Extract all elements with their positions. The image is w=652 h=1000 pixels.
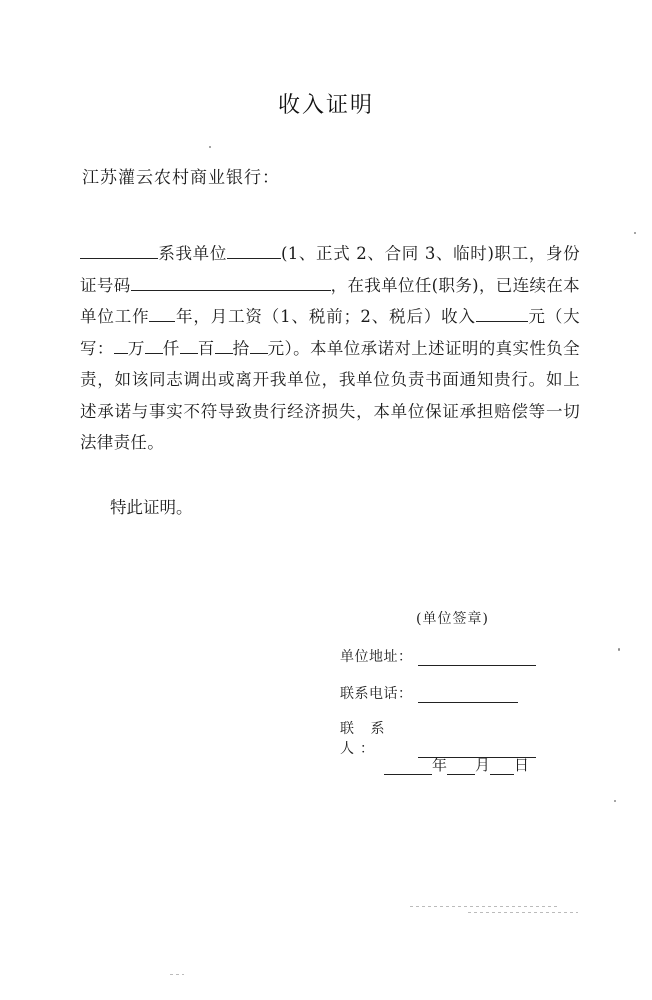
year-blank: [384, 758, 432, 775]
id-number-blank: [131, 272, 331, 291]
contact-label: 联 系 人：: [340, 721, 391, 757]
phone-label: 联系电话：: [340, 686, 413, 702]
month-blank: [447, 758, 475, 775]
closing-text: 特此证明。: [110, 498, 193, 517]
document-title: 收入证明: [277, 93, 374, 118]
certificate-body: [80, 238, 580, 459]
phone-row: [340, 683, 518, 703]
body-seg3: ，在我单位任(职务)，已连续在本单位工作: [80, 275, 580, 326]
scan-speck: [634, 232, 636, 234]
body-seg4: 年，月工资（1、税前；2、税后）收入: [175, 307, 476, 326]
address-blank: [418, 649, 536, 666]
yuan-blank: [250, 335, 268, 354]
contact-row: [340, 718, 536, 758]
body-seg6: ）。本单位承诺对上述证明的真实性负全责，如该同志调出或离开我单位，我单位负责书面通知贵行。如上述承诺与事实不符导致贵行经济损失，本单位保证承担赔偿等一切法律责任。: [80, 338, 580, 452]
shi-blank: [215, 335, 233, 354]
day-blank: [490, 758, 514, 775]
unit-yuan: 元: [267, 338, 285, 358]
date-month: 月: [475, 756, 491, 774]
unit-wan: 万: [127, 338, 145, 358]
body-seg2: (1、正式 2、合同 3、临时)职工，身份证号码: [80, 244, 580, 295]
scan-speck: [618, 648, 620, 651]
scan-speck: [209, 146, 211, 148]
body-seg1: 系我单位: [158, 244, 227, 263]
wan-blank: [114, 335, 128, 354]
scan-noise-line: [170, 974, 184, 975]
phone-blank: [418, 686, 518, 703]
amount-blank: [476, 303, 528, 322]
date-row: [384, 754, 529, 775]
unit-bai: 百: [197, 338, 215, 358]
seal-label: (单位签章): [416, 611, 489, 627]
address-label: 单位地址：: [340, 649, 413, 665]
addressee: 江苏灌云农村商业银行：: [82, 168, 280, 188]
unit-qian: 仟: [162, 338, 180, 358]
years-blank: [149, 303, 175, 322]
body-seg5: 元（大写：: [80, 307, 580, 358]
date-year: 年: [432, 756, 448, 774]
unit-shi: 拾: [232, 338, 250, 358]
scan-noise-line: [410, 906, 560, 907]
bai-blank: [180, 335, 198, 354]
name-blank: [80, 240, 158, 259]
address-row: [340, 646, 536, 666]
department-blank: [227, 240, 281, 259]
scan-speck: [614, 800, 616, 802]
scan-noise-line: [468, 912, 578, 913]
qian-blank: [145, 335, 163, 354]
date-day: 日: [514, 756, 530, 774]
